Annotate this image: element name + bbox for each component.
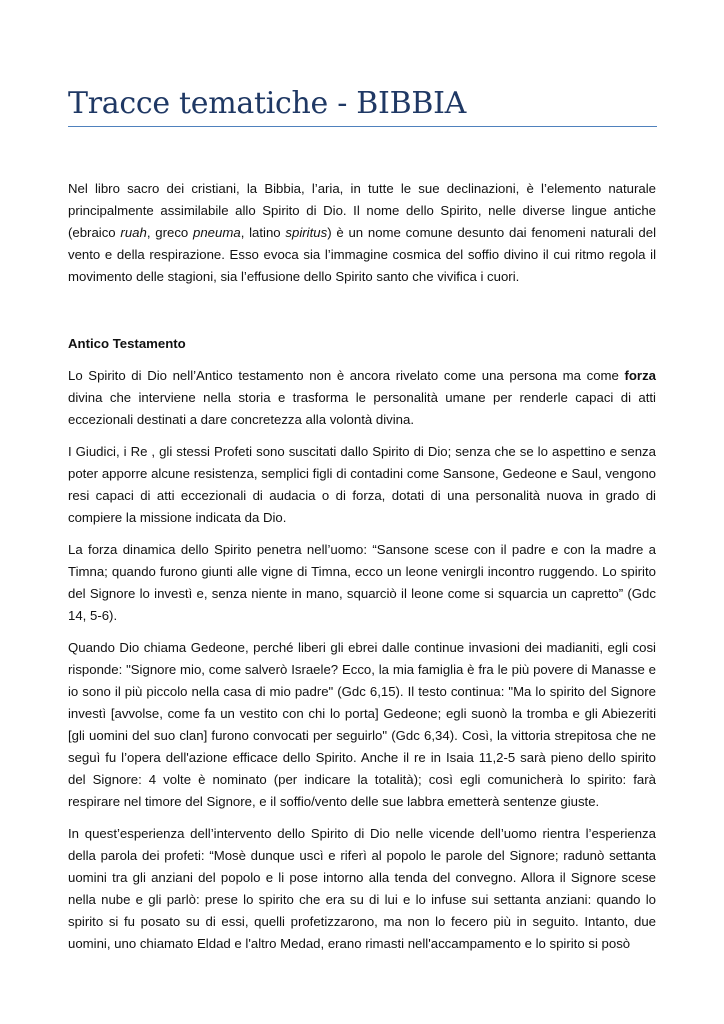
paragraph-profeti: In quest’esperienza dell’intervento dello Spirito di Dio nelle vicende dell’uomo rientra l’esperienza della parola dei profeti: “Mosè dunque uscì e riferì al popolo le parole del Signore; radunò settanta uomini tra gli anziani del popolo e li pose intorno alla tenda del convegno. Allora il Signore scese nella nube e gli parlò: prese lo spirito che era su di lui e lo infuse sui settanta anziani: quando lo spirito si fu posato su di essi, quelli profetizzarono, ma non lo fecero più in seguito. Intanto, due uomini, uno chiamato Eldad e l'altro Medad, erano rimasti nell'accampamento e lo spirito si posò bbox=[68, 826, 656, 951]
document-page bbox=[68, 82, 656, 955]
page-title: Tracce tematiche - BIBBIA bbox=[68, 86, 467, 121]
paragraph-gedeone: Quando Dio chiama Gedeone, perché liberi gli ebrei dalle continue invasioni dei madianiti, egli cosi risponde: "Signore mio, come salverò Israele? Ecco, la mia famiglia è fra le più povere di Manasse e io sono il più piccolo nella casa di mio padre" (Gdc 6,15). Il testo continua: "Ma lo spirito del Signore investì [avvolse, come fa un vestito con chi lo porta] Gedeone; egli suonò la tromba e gli Abiezeriti [gli uomini del suo clan] furono convocati per seguirlo" (Gdc 6,34). Così, la vittoria strepitosa che ne seguì fu l’opera dell'azione efficace dello Spirito. Anche il re in Isaia 11,2-5 sarà pieno dello spirito del Signore: 4 volte è nominato (per indicare la totalità); così egli comunicherà lo spirito: farà respirare nel timore del Signore, e il soffio/vento delle sue labbra emetterà sentenze giuste. bbox=[68, 640, 656, 809]
intro-text-1: Nel libro sacro dei cristiani, la Bibbia, l’aria, in tutte le sue declinazioni, è l’elemento naturale principalmente assimilabile allo Spirito di Dio. Il nome dello Spirito, nelle diverse lingue antiche (ebraico bbox=[68, 181, 656, 240]
intro-paragraph bbox=[68, 178, 656, 288]
paragraph-sansone: La forza dinamica dello Spirito penetra nell’uomo: “Sansone scese con il padre e con la madre a Timna; quando furono giunti alle vigne di Timna, ecco un leone venirgli incontro ruggendo. Lo spirito del Signore lo investì e, senza niente in mano, squarciò il leone come si squarcia un capretto” (Gdc 14, 5-6). bbox=[68, 542, 656, 623]
paragraph-forza bbox=[68, 365, 656, 431]
term-pneuma: pneuma bbox=[193, 225, 241, 240]
p1-bold-forza: forza bbox=[624, 368, 656, 383]
intro-text-4: ) è un nome comune desunto dai fenomeni naturali del vento e della respirazione. Esso evoca sia l’immagine cosmica del soffio divino il cui ritmo regola il movimento delle stagioni, sia l’effusione dello Spirito santo che vivifica i cuori. bbox=[68, 225, 657, 284]
p1-text-2: divina che interviene nella storia e trasforma le personalità umane per renderle capaci di atti eccezionali destinati a dare concretezza alla volontà divina. bbox=[68, 390, 656, 427]
paragraph-giudici: I Giudici, i Re , gli stessi Profeti sono suscitati dallo Spirito di Dio; senza che se lo aspettino e senza poter apporre alcune resistenza, semplici figli di contadini come Sansone, Gedeone e Saul, vengono resi capaci di atti eccezionali di audacia o di forza, dotati di una personalità nuova in grado di compiere la missione indicata da Dio. bbox=[68, 444, 656, 525]
intro-text-3: , latino bbox=[240, 225, 286, 240]
term-spiritus: spiritus bbox=[285, 225, 328, 240]
title-underline bbox=[68, 126, 657, 127]
section-heading: Antico Testamento bbox=[68, 336, 186, 351]
p1-text-1: Lo Spirito di Dio nell’Antico testamento non è ancora rivelato come una persona ma come bbox=[68, 368, 625, 383]
term-ruah: ruah bbox=[120, 225, 147, 240]
intro-text-2: , greco bbox=[146, 225, 194, 240]
